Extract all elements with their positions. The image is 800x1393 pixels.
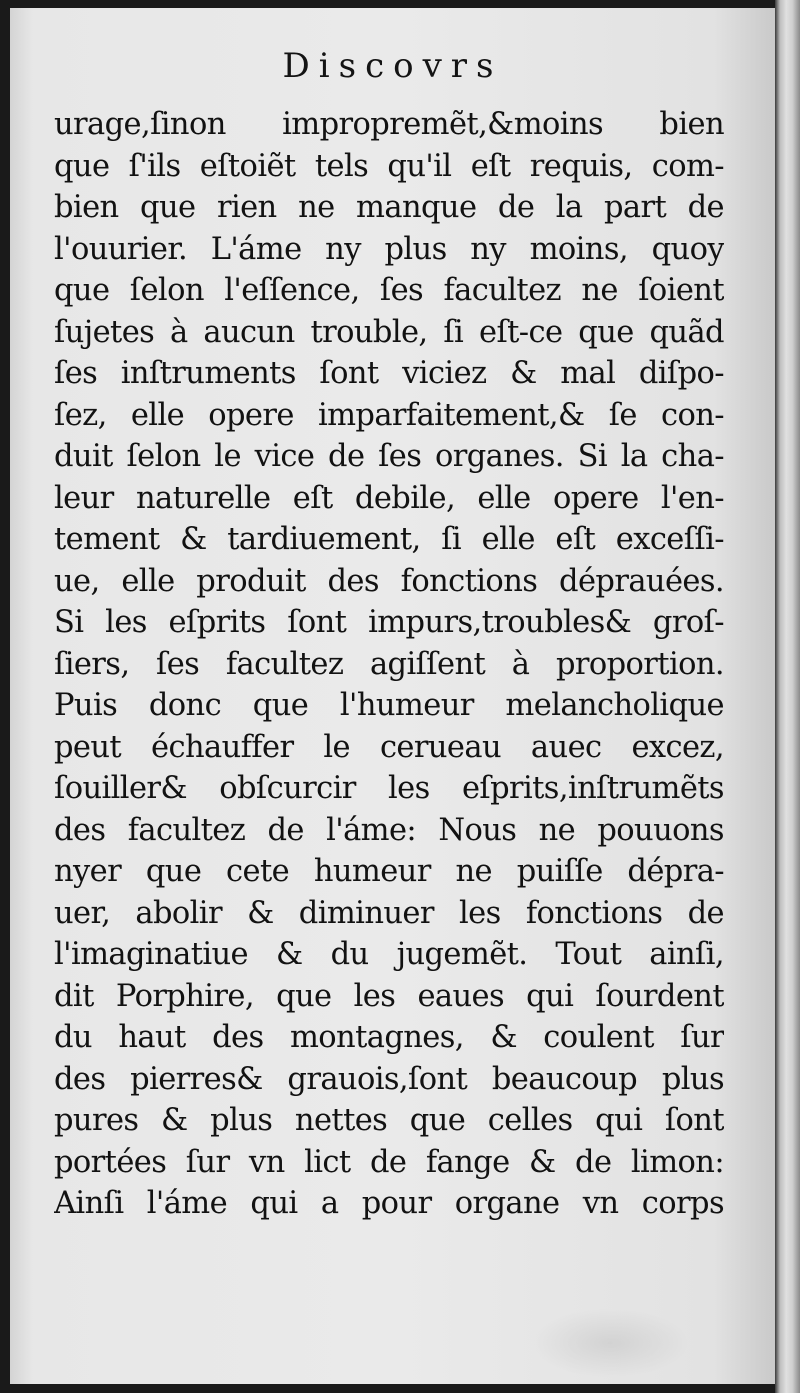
text-line: uer, abolir & diminuer les fonctions de — [54, 895, 724, 931]
text-line: ſes inſtruments ſont viciez & mal diſpo- — [54, 356, 724, 391]
text-line: dit Porphire, que les eaues qui ſourdent — [54, 978, 724, 1014]
text-line: portées ſur vn lict de fange & de limon: — [54, 1144, 724, 1180]
text-line: urage,ſinon impropremẽt,&moins bien — [54, 107, 724, 142]
text-line: peut échauffer le cerueau auec excez, — [54, 729, 724, 765]
text-line: l'ouurier. L'áme ny plus ny moins, quoy — [54, 231, 724, 267]
running-header: Discovrs — [282, 46, 503, 86]
text-line: des facultez de l'áme: Nous ne pouuons — [54, 812, 724, 848]
text-line: ſouiller& obſcurcir les eſprits,inſtrumẽts — [54, 771, 724, 806]
text-line: ſujetes à aucun trouble, ſi eſt-ce que quãd — [54, 314, 724, 350]
text-line: Puis donc que l'humeur melancholique — [54, 688, 724, 723]
text-line: des pierres& grauois,ſont beaucoup plus — [54, 1061, 724, 1097]
text-line: Si les eſprits ſont impurs,troubles& groſ- — [54, 605, 724, 640]
text-line: l'imaginatiue & du jugemẽt. Tout ainſi, — [54, 937, 724, 972]
text-line: du haut des montagnes, & coulent ſur — [54, 1020, 724, 1055]
text-line: que ſ'ils eſtoiẽt tels qu'il eſt requis, com- — [54, 148, 724, 184]
text-line: tement & tardiuement, ſi elle eſt exceſſi- — [54, 522, 724, 557]
text-line: nyer que cete humeur ne puiſſe dépra- — [54, 854, 724, 889]
text-line: bien que rien ne manque de la part de — [54, 190, 724, 225]
text-line: que ſelon l'eſſence, ſes facultez ne ſoient — [54, 273, 724, 308]
text-line: ſez, elle opere imparfaitement,& ſe con- — [54, 397, 724, 433]
text-line: pures & plus nettes que celles qui ſont — [54, 1103, 724, 1138]
text-line: ſiers, ſes facultez agiſſent à proportion. — [54, 646, 724, 682]
text-line: duit ſelon le vice de ſes organes. Si la cha- — [54, 439, 724, 474]
book-page — [10, 8, 775, 1384]
text-line: leur naturelle eſt debile, elle opere l'en- — [54, 480, 724, 516]
text-line: Ainſi l'áme qui a pour organe vn corps — [54, 1186, 724, 1221]
body-text — [54, 104, 724, 1225]
text-line: ue, elle produit des fonctions déprauées. — [54, 563, 724, 599]
page-gutter-edge — [775, 0, 800, 1393]
show-through-shadow — [530, 1308, 690, 1378]
